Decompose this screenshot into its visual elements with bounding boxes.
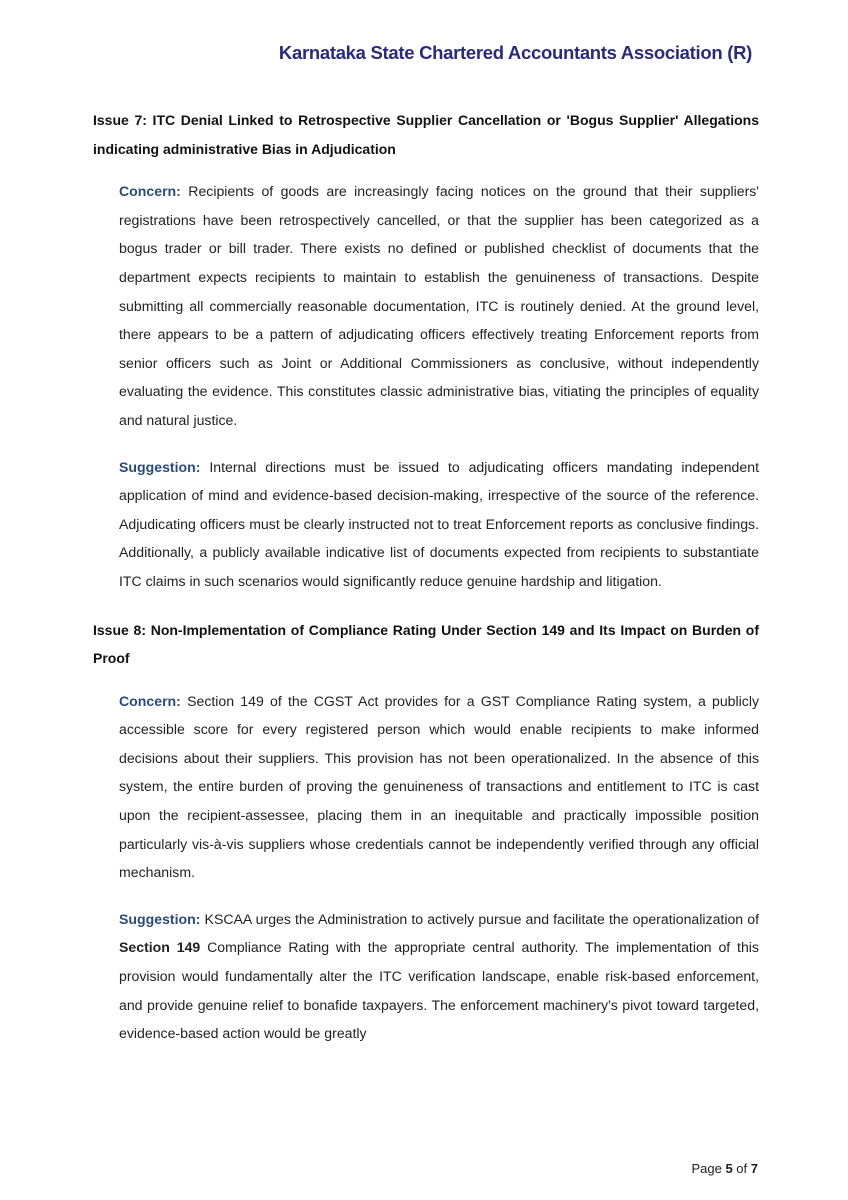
page-current: 5 <box>725 1161 733 1176</box>
concern-paragraph <box>119 177 759 434</box>
suggestion-text-start: KSCAA urges the Administration to actively pursue and facilitate the operationalization of <box>204 910 759 927</box>
issue-8-section <box>93 616 759 1048</box>
suggestion-paragraph <box>119 453 759 596</box>
issue-title: Issue 7: ITC Denial Linked to Retrospective Supplier Cancellation or 'Bogus Supplier' Allegations indicating administrative Bias in Adjudication <box>93 112 759 157</box>
concern-label: Concern: <box>119 692 181 709</box>
suggestion-label: Suggestion: <box>119 910 201 927</box>
concern-text: Recipients of goods are increasingly facing notices on the ground that their suppliers' registrations have been retrospectively cancelled, or that the supplier has been categorized as a bogus trader or bill trader. There exists no defined or published checklist of documents that the department expects recipients to maintain to establish the genuineness of transactions. Despite submitting all commercially reasonable documentation, ITC is routinely denied. At the ground level, there appears to be a pattern of adjudicating officers effectively treating Enforcement reports from senior officers such as Joint or Additional Commissioners as conclusive, without independently evaluating the evidence. This constitutes classic administrative bias, vitiating the principles of equality and natural justice. <box>119 183 760 428</box>
page-of: of <box>736 1161 748 1176</box>
issue-title: Issue 8: Non-Implementation of Compliance Rating Under Section 149 and Its Impact on Burden of Proof <box>93 621 759 667</box>
suggestion-text: Internal directions must be issued to adjudicating officers mandating independent application of mind and evidence-based decision-making, irrespective of the source of the reference. Adjudicating officers must be clearly instructed not to treat Enforcement reports as conclusive findings. Additionally, a publicly available indicative list of documents expected from recipients to substantiate ITC claims in such scenarios would significantly reduce genuine hardship and litigation. <box>119 458 759 589</box>
concern-text: Section 149 of the CGST Act provides for a GST Compliance Rating system, a publicly accessible score for every registered person which would enable recipients to make informed decisions about their suppliers. This provision has not been operationalized. In the absence of this system, the entire burden of proving the genuineness of transactions and entitlement to ITC is cast upon the recipient-assessee, placing them in an inequitable and practically impossible position particularly vis-à-vis suppliers whose credentials cannot be independently verified through any official mechanism. <box>119 692 759 881</box>
issue-7-section <box>93 106 759 596</box>
page-number <box>691 1161 758 1176</box>
organization-header: Karnataka State Chartered Accountants Association (R) <box>278 42 752 63</box>
concern-paragraph <box>119 687 759 887</box>
concern-label: Concern: <box>119 183 181 200</box>
document-body <box>93 106 759 1048</box>
page-label: Page <box>691 1161 722 1176</box>
section-reference: Section 149 <box>119 939 201 956</box>
suggestion-label: Suggestion: <box>119 458 201 475</box>
suggestion-paragraph <box>119 905 759 1048</box>
suggestion-text-end: Compliance Rating with the appropriate central authority. The implementation of this provision would fundamentally alter the ITC verification landscape, enable risk-based enforcement, and provide genuine relief to bonafide taxpayers. The enforcement machinery's pivot toward targeted, evidence-based action would be greatly <box>119 939 759 1042</box>
page-total: 7 <box>750 1161 758 1176</box>
